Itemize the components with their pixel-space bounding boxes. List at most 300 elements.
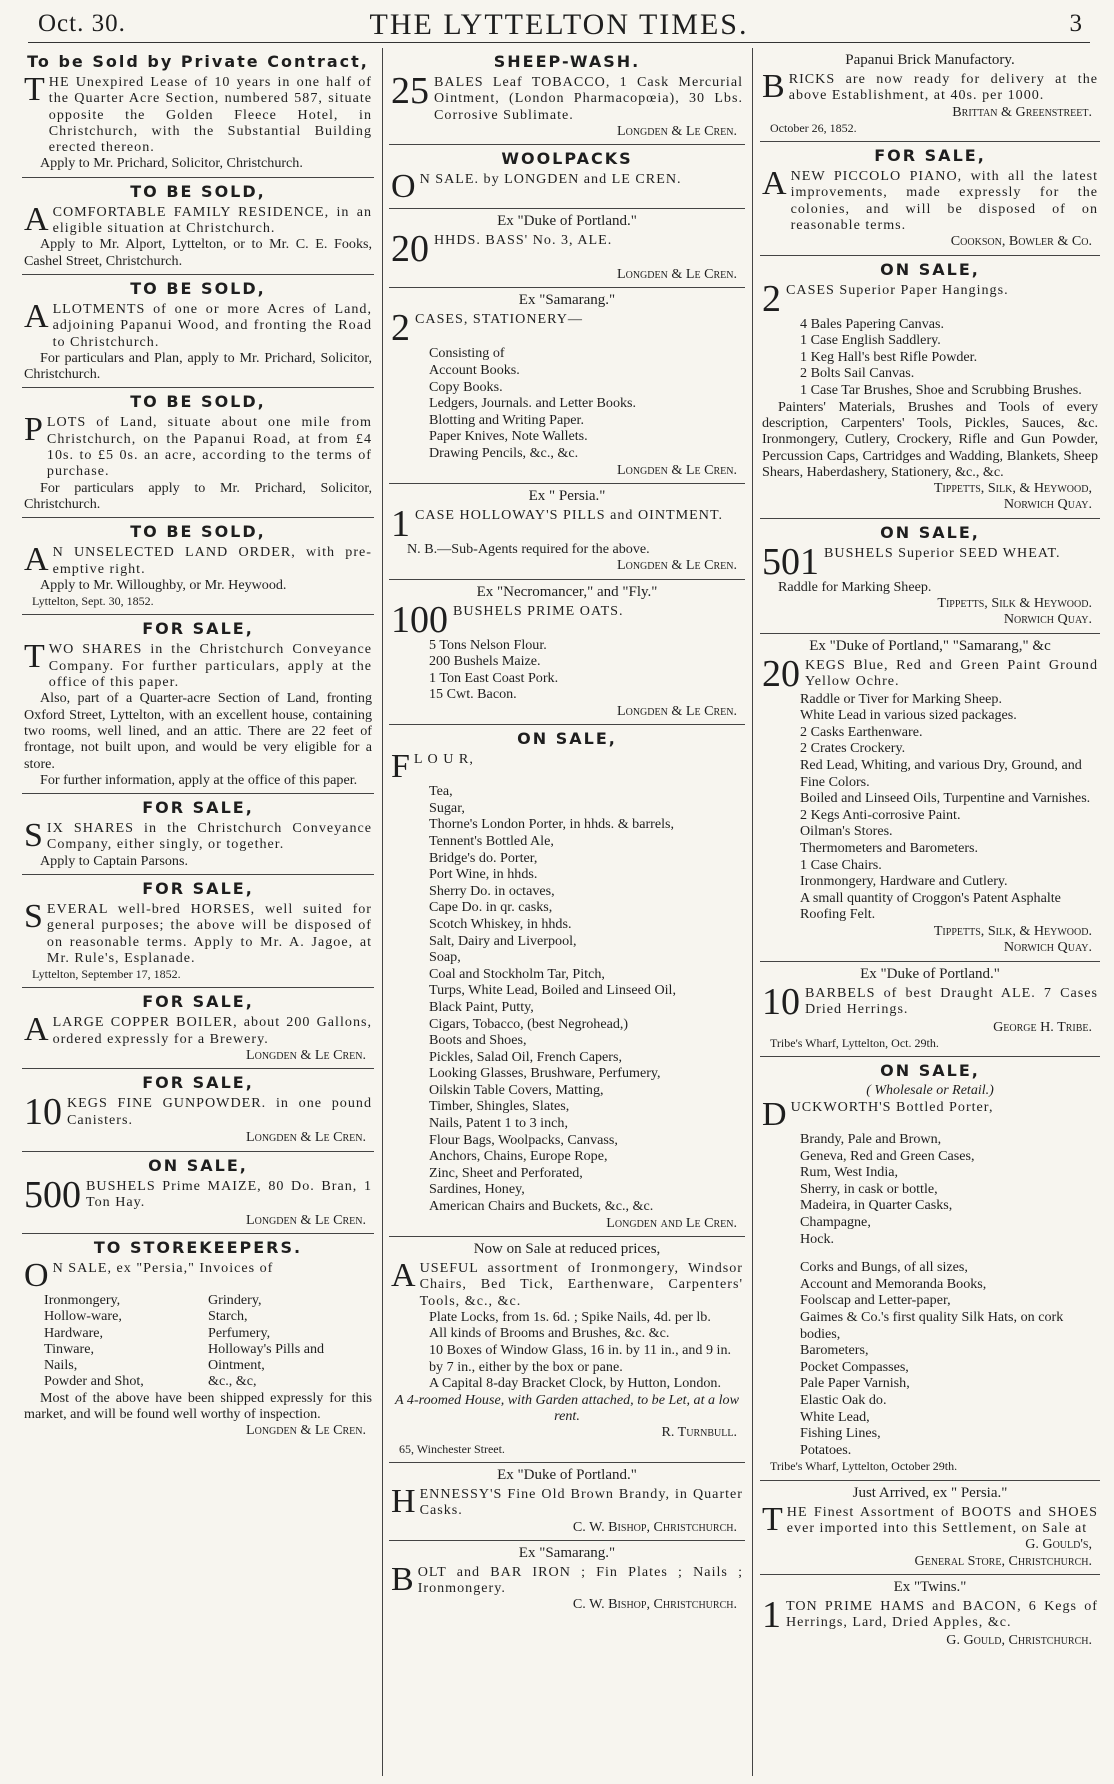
advertisement: [22, 48, 374, 178]
ad-signature: Longden & Le Cren.: [617, 122, 737, 139]
ad-body: OLT and BAR IRON ; Fin Plates ; Nails ; Ironmongery.: [417, 1563, 743, 1597]
list-item: Account and Memoranda Books,: [800, 1275, 987, 1292]
ad-signature: Longden & Le Cren.: [246, 1422, 366, 1439]
list-item: 2 Kegs Anti-corrosive Paint.: [800, 806, 961, 823]
drop-capital: S: [24, 817, 43, 855]
list-item: Foolscap and Letter-paper,: [800, 1292, 951, 1309]
ad-signature-line-2: General Store, Christchurch.: [914, 1552, 1092, 1569]
ad-body: USEFUL assortment of Ironmongery, Windsor Chairs, Bed Tick, Earthenware, Carpenters' Tools, &c., &c.: [419, 1259, 743, 1309]
ad-body: N UNSELECTED LAND ORDER, with pre-emptive right.: [52, 544, 372, 577]
ad-subheading: Ex "Duke of Portland.": [497, 1466, 637, 1483]
ad-extra-text: Also, part of a Quarter-acre Section of Land, fronting Oxford Street, Lyttelton, with an excellent house, containing two rooms, well lined, and an attic. There are 22 feet of frontage, not built upon, and would be very eligible for a store.: [24, 690, 372, 772]
ad-signature: Tippetts, Silk, & Heywood.: [933, 922, 1092, 939]
ad-extra-text: Most of the above have been shipped expressly for this market, and will be found well worthy of inspection.: [24, 1389, 372, 1423]
list-item: Cigars, Tobacco, (best Negrohead,): [429, 1015, 629, 1032]
drop-capital: T: [24, 71, 45, 108]
ad-signature: R. Turnbull.: [661, 1424, 737, 1441]
advertisement: [389, 145, 745, 209]
list-item: Bridge's do. Porter,: [429, 849, 538, 866]
list-item: Coal and Stockholm Tar, Pitch,: [429, 965, 605, 982]
ad-heading: FOR SALE,: [142, 878, 254, 898]
ad-heading: WOOLPACKS: [501, 149, 633, 169]
list-item: Rum, West India,: [800, 1164, 899, 1181]
item-list: [391, 783, 743, 1214]
drop-capital: H: [391, 1482, 416, 1520]
list-item: Black Paint, Putty,: [429, 998, 534, 1015]
ad-lead: [391, 748, 743, 786]
list-item: Potatoes.: [800, 1441, 852, 1458]
ad-body: LLOTMENTS of one or more Acres of Land, adjoining Papanui Wood, and fronting the Road to Christchurch.: [52, 300, 372, 350]
list-item: Soap,: [429, 949, 461, 966]
ad-heading: To be Sold by Private Contract,: [27, 52, 369, 71]
item-list: [762, 691, 1098, 923]
drop-capital: S: [24, 897, 43, 935]
advertisement: [22, 1152, 374, 1234]
ad-lead: [24, 200, 372, 238]
list-item: Corks and Bungs, of all sizes,: [800, 1259, 968, 1276]
list-item: Tea,: [429, 783, 453, 800]
list-item: Ironmongery,: [44, 1291, 121, 1308]
list-item: Sherry, in cask or bottle,: [800, 1180, 938, 1197]
list-item: Drawing Pencils, &c., &c.: [429, 445, 579, 462]
advertisement: [389, 580, 745, 726]
list-item: Plate Locks, from 1s. 6d. ; Spike Nails, 4d. per lb.: [429, 1308, 711, 1325]
list-item: Ointment,: [208, 1357, 265, 1374]
ad-lead: [391, 1256, 743, 1309]
ad-lead: [762, 277, 1098, 320]
drop-capital: B: [762, 68, 785, 105]
list-item: Zinc, Sheet and Perforated,: [429, 1164, 583, 1181]
advertisement: [389, 1541, 745, 1618]
ad-body: WO SHARES in the Christchurch Conveyance Company. For further particulars, apply at the office of this paper.: [48, 641, 372, 691]
column-2: [389, 48, 745, 1778]
ad-body: N SALE, ex "Persia," Invoices of: [52, 1259, 274, 1276]
ad-signature-line-2: Norwich Quay.: [1003, 496, 1092, 513]
list-item: Geneva, Red and Green Cases,: [800, 1147, 975, 1164]
drop-capital: A: [24, 200, 49, 238]
ad-lead: [762, 540, 1098, 583]
ad-lead: [391, 168, 743, 206]
advertisement: [389, 209, 745, 288]
list-item: 1 Case Chairs.: [800, 856, 882, 873]
list-item: Timber, Shingles, Slates,: [429, 1098, 570, 1115]
ad-body: UCKWORTH'S Bottled Porter,: [790, 1099, 994, 1116]
list-item: Hollow-ware,: [44, 1308, 122, 1325]
ad-lead: [391, 228, 743, 271]
drop-capital: 20: [391, 228, 429, 271]
ad-apply: Apply to Mr. Prichard, Solicitor, Christchurch.: [40, 155, 303, 172]
list-item: Ironmongery, Hardware and Cutlery.: [800, 873, 1008, 890]
ad-heading: ON SALE,: [880, 1061, 980, 1081]
list-item: 2 Crates Crockery.: [800, 740, 906, 757]
advertisement: [760, 48, 1100, 142]
ad-dateline: Lyttelton, Sept. 30, 1852.: [32, 594, 154, 609]
drop-capital: O: [24, 1256, 49, 1294]
list-item: All kinds of Brooms and Brushes, &c. &c.: [429, 1325, 670, 1342]
list-item: 2 Bolts Sail Canvas.: [800, 365, 915, 382]
ad-body: HHDS. BASS' No. 3, ALE.: [434, 232, 613, 249]
ad-dateline: 65, Winchester Street.: [399, 1441, 505, 1456]
ad-lead: [24, 297, 372, 350]
ad-body: COMFORTABLE FAMILY RESIDENCE, in an eligible situation at Christchurch.: [52, 203, 372, 237]
list-item: Thorne's London Porter, in hhds. & barrels,: [429, 816, 675, 833]
column-1: [22, 48, 374, 1778]
list-item: Starch,: [208, 1308, 248, 1325]
ad-dateline: Lyttelton, September 17, 1852.: [32, 967, 181, 982]
drop-capital: A: [762, 165, 787, 203]
ad-lead: [24, 1256, 372, 1294]
ad-lead: [24, 817, 372, 855]
list-item: Raddle or Tiver for Marking Sheep.: [800, 690, 1002, 707]
advertisement: [22, 275, 374, 388]
ad-signature-line-2: Norwich Quay.: [1003, 939, 1092, 956]
ad-extra-text: Raddle for Marking Sheep.: [778, 578, 932, 595]
ad-lead: [24, 897, 372, 966]
ad-body: RICKS are now ready for delivery at the above Establishment, at 40s. per 1000.: [788, 71, 1098, 104]
list-item: Turps, White Lead, Boiled and Linseed Oil,: [429, 982, 676, 999]
ad-signature: Cookson, Bowler & Co.: [950, 233, 1092, 250]
ad-body: BUSHELS PRIME OATS.: [453, 602, 624, 619]
ad-lead: [391, 1482, 743, 1520]
ad-subheading: Ex "Necromancer," and "Fly.": [476, 583, 658, 600]
drop-capital: A: [24, 541, 49, 579]
advertisement: [22, 875, 374, 988]
ad-body: L O U R,: [413, 751, 474, 768]
list-item: Flour Bags, Woolpacks, Canvass,: [429, 1131, 618, 1148]
ad-heading: ON SALE,: [148, 1155, 248, 1175]
list-item: 5 Tons Nelson Flour.: [429, 636, 547, 653]
ad-signature: Tippetts, Silk & Heywood.: [937, 595, 1092, 612]
advertisement: [389, 725, 745, 1237]
drop-capital: 1: [762, 1593, 781, 1636]
ad-subheading: Ex "Duke of Portland.": [860, 965, 1000, 982]
advertisement: [760, 142, 1100, 255]
ad-signature: Longden and Le Cren.: [606, 1214, 737, 1231]
list-item: Hock.: [800, 1230, 835, 1247]
ad-signature: G. Gould, Christchurch.: [946, 1631, 1092, 1648]
ad-body: HE Finest Assortment of BOOTS and SHOES ever imported into this Settlement, on Sale at: [786, 1503, 1098, 1536]
list-item: Pale Paper Varnish,: [800, 1375, 910, 1392]
advertisement: [389, 48, 745, 145]
ad-signature: Longden & Le Cren.: [617, 266, 737, 283]
drop-capital: D: [762, 1096, 787, 1134]
ad-heading: ON SALE,: [517, 729, 617, 749]
issue-date: Oct. 30.: [38, 10, 126, 37]
advertisement: [760, 1481, 1100, 1575]
item-list: [391, 637, 743, 703]
ad-lead: [762, 980, 1098, 1023]
advertisement: [22, 615, 374, 794]
masthead: [28, 6, 1090, 43]
list-item: Scotch Whiskey, in hhds.: [429, 915, 572, 932]
ad-subheading: Now on Sale at reduced prices,: [473, 1240, 661, 1257]
list-item: Madeira, in Quarter Casks,: [800, 1197, 953, 1214]
advertisement: [760, 1575, 1100, 1653]
ad-signature: G. Gould's,: [1025, 1536, 1092, 1553]
advertisement: [760, 634, 1100, 962]
ad-body: BUSHELS Prime MAIZE, 80 Do. Bran, 1 Ton Hay.: [86, 1177, 372, 1210]
ad-signature: Longden & Le Cren.: [617, 461, 737, 478]
ad-signature: Longden & Le Cren.: [246, 1047, 366, 1064]
drop-capital: P: [24, 411, 43, 449]
ad-signature: Longden & Le Cren.: [617, 702, 737, 719]
list-item: Thermometers and Barometers.: [800, 839, 979, 856]
ad-heading: TO STOREKEEPERS.: [93, 1237, 303, 1257]
ad-apply: Apply to Captain Parsons.: [40, 852, 188, 869]
list-item: Tennent's Bottled Ale,: [429, 832, 554, 849]
ad-heading: SHEEP-WASH.: [493, 52, 641, 71]
column-rule: [382, 48, 383, 1776]
column-rule: [752, 48, 753, 1776]
list-item: 4 Bales Papering Canvas.: [800, 315, 945, 332]
drop-capital: A: [24, 1011, 49, 1049]
item-list: [762, 1259, 1098, 1458]
ad-subheading: Papanui Brick Manufactory.: [845, 52, 1015, 68]
drop-capital: B: [391, 1560, 414, 1598]
advertisement: [22, 518, 374, 615]
ad-body: ENNESSY'S Fine Old Brown Brandy, in Quarter Casks.: [419, 1485, 743, 1519]
list-item: 15 Cwt. Bacon.: [429, 686, 517, 703]
ad-lead: [24, 541, 372, 579]
list-item: Boots and Shoes,: [429, 1032, 527, 1049]
ad-subheading: Ex "Duke of Portland," "Samarang," &c: [809, 637, 1051, 654]
ad-body: LARGE COPPER BOILER, about 200 Gallons, ordered expressly for a Brewery.: [52, 1014, 372, 1047]
drop-capital: 10: [762, 980, 800, 1023]
ad-italic-note: A 4-roomed House, with Garden attached, to be Let, at a low rent.: [395, 1391, 739, 1425]
ad-dateline: Tribe's Wharf, Lyttelton, October 29th.: [770, 1459, 958, 1474]
ad-heading: TO BE SOLD,: [130, 278, 266, 298]
ad-body: CASES Superior Paper Hangings.: [786, 281, 1009, 298]
drop-capital: 100: [391, 598, 448, 641]
list-item: Red Lead, Whiting, and various Dry, Ground, and Fine Colors.: [800, 756, 1082, 790]
ad-apply: Apply to Mr. Willoughby, or Mr. Heywood.: [40, 576, 287, 593]
list-item: Consisting of: [429, 345, 505, 362]
list-item: 1 Ton East Coast Pork.: [429, 669, 559, 686]
ad-lead: [24, 638, 372, 691]
list-item: Barometers,: [800, 1342, 869, 1359]
advertisement: [22, 388, 374, 518]
advertisement: [389, 484, 745, 580]
list-item: 2 Casks Earthenware.: [800, 723, 923, 740]
item-list: [391, 1309, 743, 1392]
advertisement: [22, 794, 374, 875]
list-item: Holloway's Pills and: [208, 1340, 325, 1357]
ad-subheading: Ex " Persia.": [528, 487, 606, 504]
ad-lead: [391, 70, 743, 123]
list-item: Pickles, Salad Oil, French Capers,: [429, 1048, 622, 1065]
list-item: 1 Case Tar Brushes, Shoe and Scrubbing Brushes.: [800, 382, 1082, 399]
drop-capital: T: [762, 1500, 783, 1538]
advertisement: [22, 1069, 374, 1151]
list-item: Blotting and Writing Paper.: [429, 411, 584, 428]
ad-lead: [391, 1560, 743, 1598]
ad-lead: [762, 1500, 1098, 1538]
list-item: Perfumery,: [208, 1324, 271, 1341]
ad-subheading: Just Arrived, ex " Persia.": [852, 1484, 1008, 1501]
ad-lead: [391, 502, 743, 545]
ad-lead: [24, 1091, 372, 1134]
list-item: Ledgers, Journals. and Letter Books.: [429, 395, 637, 412]
list-item: Champagne,: [800, 1214, 871, 1231]
drop-capital: 25: [391, 70, 429, 112]
drop-capital: 501: [762, 540, 819, 583]
ad-dateline: October 26, 1852.: [770, 120, 857, 135]
list-item: Port Wine, in hhds.: [429, 866, 538, 883]
ad-heading: FOR SALE,: [142, 798, 254, 818]
ad-dateline: Tribe's Wharf, Lyttelton, Oct. 29th.: [770, 1035, 939, 1050]
ad-signature: C. W. Bishop, Christchurch.: [572, 1518, 737, 1535]
ad-body: BARBELS of best Draught ALE. 7 Cases Dried Herrings.: [805, 984, 1098, 1017]
list-item: Sardines, Honey,: [429, 1181, 525, 1198]
advertisement: [22, 1234, 374, 1444]
drop-capital: 1: [391, 502, 410, 545]
ad-subheading: Ex "Samarang.": [518, 1544, 616, 1561]
advertisement: [760, 256, 1100, 519]
ad-body: LOTS of Land, situate about one mile from Christchurch, on the Papanui Road, at from £4 10s. to £5 0s. an acre, according to the terms of purchase.: [46, 414, 372, 480]
advertisement: [760, 1057, 1100, 1481]
ad-heading: TO BE SOLD,: [130, 181, 266, 201]
list-item: Looking Glasses, Brushware, Perfumery,: [429, 1065, 661, 1082]
list-item: 200 Bushels Maize.: [429, 653, 541, 670]
list-item: Cape Do. in qr. casks,: [429, 899, 553, 916]
ad-heading: ON SALE,: [880, 259, 980, 279]
ad-lead: [762, 1096, 1098, 1134]
list-item: White Lead,: [800, 1408, 870, 1425]
list-item: Sugar,: [429, 799, 465, 816]
list-item: Pocket Compasses,: [800, 1358, 909, 1375]
ad-body: HE Unexpired Lease of 10 years in one half of the Quarter Acre Section, numbered 587, situate opposite the Golden Fleece Hotel, in Christchurch, with the Substantial Building erected thereon.: [48, 74, 372, 156]
ad-body: CASE HOLLOWAY'S PILLS and OINTMENT.: [415, 506, 724, 523]
advertisement: [389, 288, 745, 483]
drop-capital: T: [24, 638, 45, 676]
list-item: Fishing Lines,: [800, 1425, 881, 1442]
list-item: Nails,: [44, 1357, 78, 1374]
advertisement: [760, 962, 1100, 1058]
item-list: [24, 1292, 372, 1390]
ad-lead: [762, 652, 1098, 695]
ad-heading: FOR SALE,: [142, 992, 254, 1012]
advertisement: [389, 1463, 745, 1541]
ad-lead: [391, 598, 743, 641]
ad-signature: George H. Tribe.: [993, 1018, 1092, 1035]
drop-capital: F: [391, 748, 410, 786]
drop-capital: 2: [762, 277, 781, 320]
drop-capital: 10: [24, 1091, 62, 1134]
ad-extra-text: Painters' Materials, Brushes and Tools of every description, Carpenters' Tools, Pickles, Sauces, &c. Ironmongery, Cutlery, Crockery, Rifle and Gun Powder, Percussion Caps, Cartridges and Wadding, Blankets, Sheep Shears, Haberdashery, Stationery, &c., &c.: [762, 398, 1098, 480]
drop-capital: 2: [391, 307, 410, 350]
list-item: Nails, Patent 1 to 3 inch,: [429, 1115, 568, 1132]
ad-body: CASES, STATIONERY—: [415, 311, 584, 328]
drop-capital: 500: [24, 1173, 81, 1216]
ad-body: EVERAL well-bred HORSES, well suited for general purposes; the above will be disposed of on reasonable terms. Apply to Mr. A. Jagoe, at Mr. Rule's, Esplanade.: [46, 900, 372, 966]
ad-body: BALES Leaf TOBACCO, 1 Cask Mercurial Ointment, (London Pharmacopœia), 30 Lbs. Corrosive Sublimate.: [434, 74, 743, 123]
ad-body: N SALE. by LONGDEN and LE CREN.: [419, 171, 682, 188]
ad-signature: Longden & Le Cren.: [246, 1211, 366, 1228]
ad-body: TON PRIME HAMS and BACON, 6 Kegs of Herrings, Lard, Dried Apples, &c.: [786, 1597, 1098, 1631]
ad-signature: C. W. Bishop, Christchurch.: [572, 1596, 737, 1613]
spacer: [762, 1247, 1098, 1259]
ad-apply: For particulars and Plan, apply to Mr. Prichard, Solicitor, Christchurch.: [24, 349, 372, 383]
list-item: Brandy, Pale and Brown,: [800, 1131, 942, 1148]
ad-signature-line-2: Norwich Quay.: [1003, 611, 1092, 628]
ad-signature: Brittan & Greenstreet.: [952, 103, 1092, 120]
ad-lead: [24, 1011, 372, 1049]
list-item: Boiled and Linseed Oils, Turpentine and Varnishes.: [800, 790, 1091, 807]
ad-lead: [24, 71, 372, 156]
list-item: Elastic Oak do.: [800, 1392, 887, 1409]
drop-capital: A: [24, 297, 49, 335]
ad-apply: For particulars apply to Mr. Prichard, Solicitor, Christchurch.: [24, 479, 372, 512]
ad-body: KEGS Blue, Red and Green Paint Ground Yellow Ochre.: [805, 656, 1098, 689]
list-item: American Chairs and Buckets, &c., &c.: [429, 1198, 654, 1215]
ad-lead: [391, 307, 743, 350]
list-item: White Lead in various sized packages.: [800, 707, 1017, 724]
advertisement: [22, 988, 374, 1069]
ad-signature: Longden & Le Cren.: [617, 557, 737, 574]
ad-heading: TO BE SOLD,: [130, 392, 266, 412]
list-item: &c., &c,: [208, 1373, 257, 1390]
list-item: 1 Keg Hall's best Rifle Powder.: [800, 348, 978, 365]
ad-signature: Tippetts, Silk, & Heywood,: [933, 480, 1092, 497]
column-3: [760, 48, 1100, 1778]
ad-heading: TO BE SOLD,: [130, 522, 266, 542]
ad-subheading: ( Wholesale or Retail.): [866, 1083, 994, 1099]
ad-lead: [24, 411, 372, 480]
list-item: Hardware,: [44, 1324, 104, 1341]
page-number: 3: [1069, 10, 1082, 37]
list-item: A small quantity of Croggon's Patent Asphalte Roofing Felt.: [800, 889, 1061, 923]
list-item: Salt, Dairy and Liverpool,: [429, 932, 577, 949]
ad-lead: [762, 68, 1098, 105]
item-list: [762, 316, 1098, 399]
ad-body: KEGS FINE GUNPOWDER. in one pound Canisters.: [67, 1095, 372, 1128]
drop-capital: 20: [762, 652, 800, 695]
list-item: Account Books.: [429, 362, 520, 379]
list-item: Paper Knives, Note Wallets.: [429, 428, 588, 445]
list-item: Gaimes & Co.'s first quality Silk Hats, on cork bodies,: [800, 1309, 1064, 1342]
ad-lead: [762, 165, 1098, 234]
list-item: Anchors, Chains, Europe Rope,: [429, 1148, 608, 1165]
ad-lead: [762, 1593, 1098, 1636]
ad-extra-text: N. B.—Sub-Agents required for the above.: [407, 540, 650, 557]
list-item: Copy Books.: [429, 378, 503, 395]
ad-lead: [24, 1173, 372, 1216]
ad-subheading: Ex "Twins.": [893, 1578, 967, 1595]
list-item: Oilman's Stores.: [800, 823, 893, 840]
ad-apply: Apply to Mr. Alport, Lyttelton, or to Mr. C. E. Fooks, Cashel Street, Christchurch.: [24, 236, 372, 269]
ad-heading: FOR SALE,: [142, 1073, 254, 1093]
list-item: 1 Case English Saddlery.: [800, 332, 941, 349]
ad-apply: For further information, apply at the office of this paper.: [40, 771, 358, 788]
list-item: Tinware,: [44, 1340, 94, 1357]
drop-capital: A: [391, 1256, 416, 1294]
list-item: Grindery,: [208, 1291, 262, 1308]
ad-body: IX SHARES in the Christchurch Conveyance Company, either singly, or together.: [46, 820, 372, 853]
list-item: A Capital 8-day Bracket Clock, by Hutton, London.: [429, 1375, 722, 1392]
advertisement: [22, 178, 374, 275]
ad-body: NEW PICCOLO PIANO, with all the latest improvements, made expressly for the colonies, and will be disposed of on reasonable terms.: [790, 168, 1098, 234]
list-item: Powder and Shot,: [44, 1373, 144, 1390]
ad-heading: FOR SALE,: [874, 146, 986, 166]
list-item: Oilskin Table Covers, Matting,: [429, 1081, 604, 1098]
ad-body: BUSHELS Superior SEED WHEAT.: [824, 544, 1061, 561]
advertisement: [760, 519, 1100, 634]
item-list: [391, 345, 743, 461]
drop-capital: O: [391, 168, 416, 206]
ad-subheading: Ex "Duke of Portland.": [497, 213, 637, 230]
ad-subheading: Ex "Samarang.": [518, 292, 616, 309]
ad-heading: ON SALE,: [880, 522, 980, 542]
